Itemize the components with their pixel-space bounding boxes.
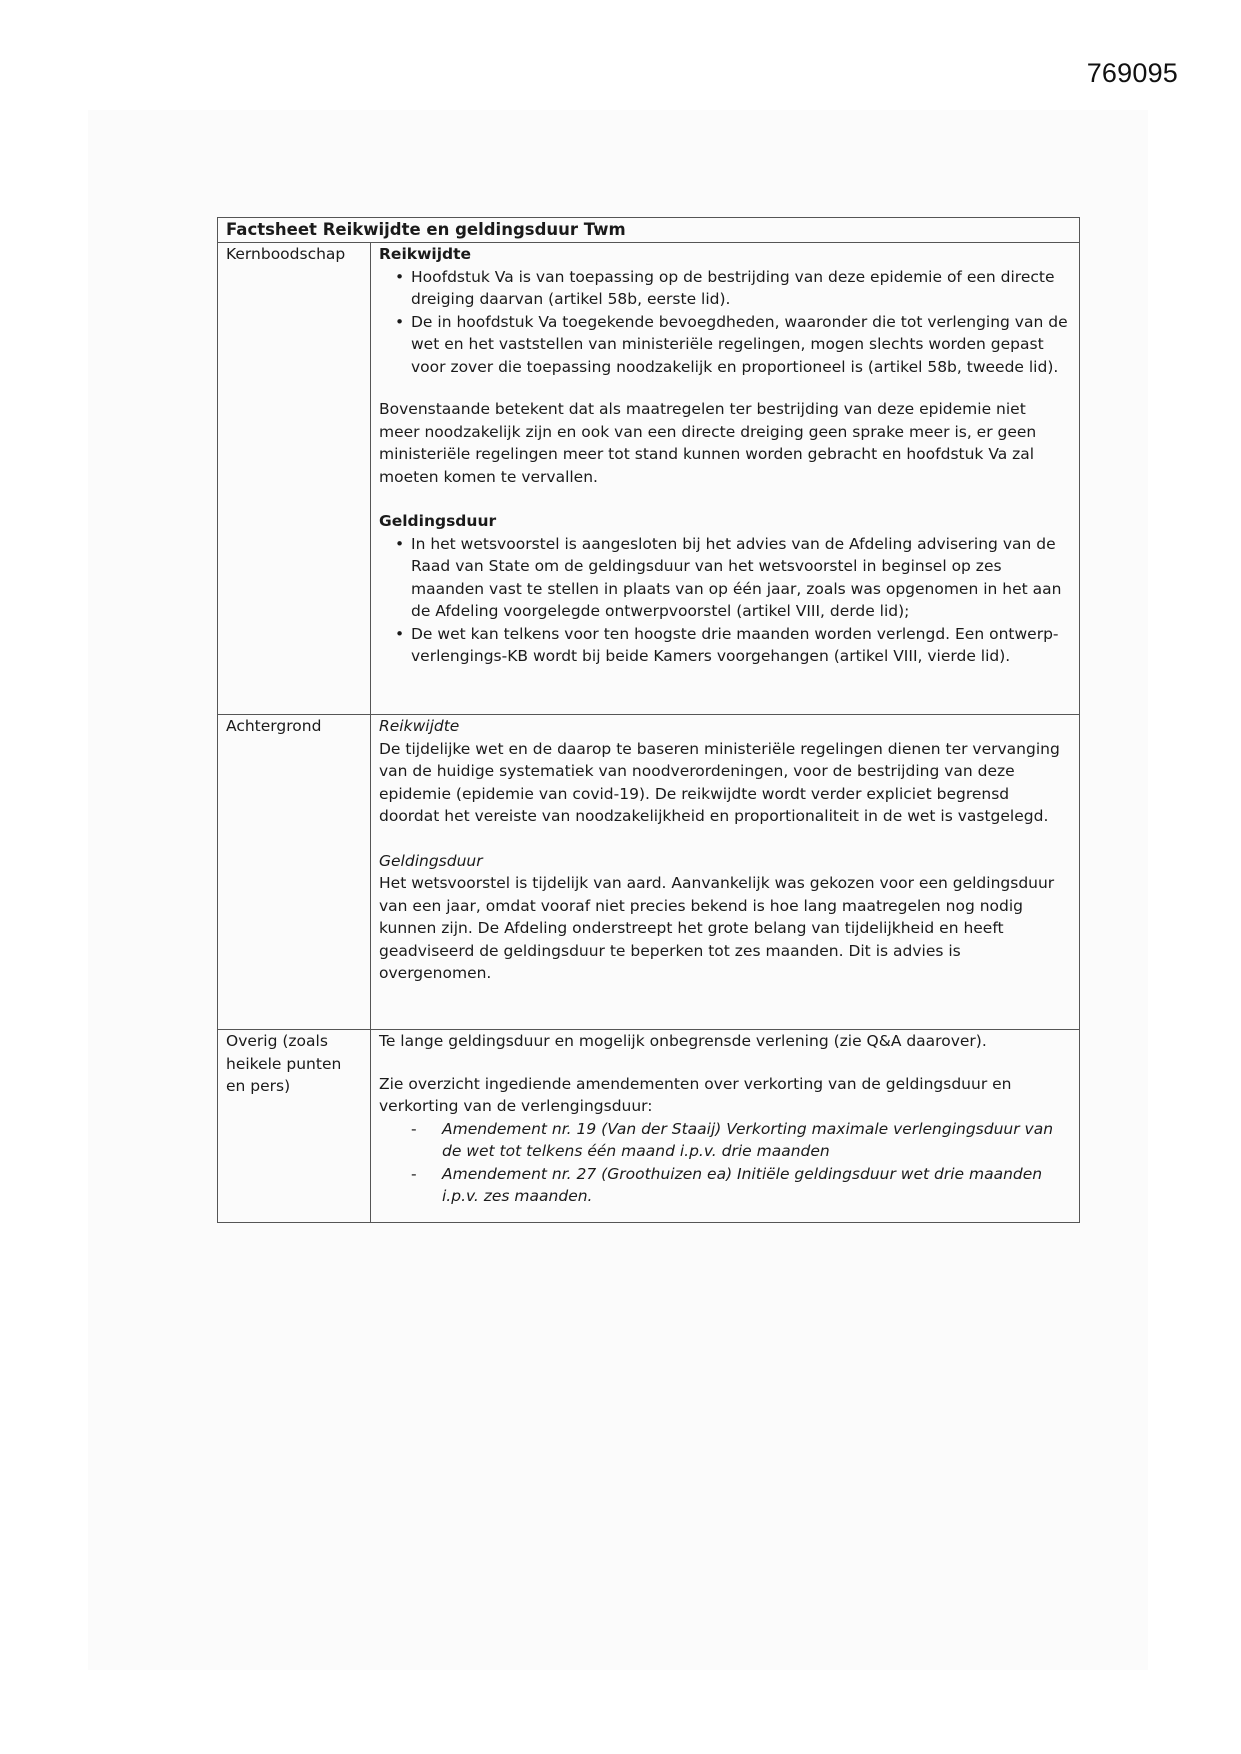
paragraph: De tijdelijke wet en de daarop te baseren ministeriële regelingen dienen ter vervanging van de huidige systematiek van noodverordeningen, voor de bestrijding van deze epidemie (epidemie van covid-19). De reikwijdte wordt verder expliciet begrensd doordat het vereiste van noodzakelijkheid en proportionaliteit in de wet is vastgelegd.: [379, 739, 1060, 825]
section-heading: Reikwijdte: [379, 245, 472, 263]
list-item: [379, 1163, 1071, 1208]
dash-icon: -: [411, 1119, 417, 1138]
list-item-text: Amendement nr. 19 (Van der Staaij) Verkorting maximale verlengingsduur van de wet tot telkens één maand i.p.v. drie maanden: [442, 1119, 1054, 1160]
amendment-list: [379, 1118, 1071, 1208]
row-content: [371, 715, 1080, 1030]
table-title-row: [218, 218, 1080, 243]
row-content: [371, 1030, 1080, 1223]
paragraph: Zie overzicht ingediende amendementen over verkorting van de geldingsduur en verkorting van de verlengingsduur:: [379, 1074, 1012, 1115]
row-label: Overig (zoals heikele punten en pers): [218, 1030, 371, 1223]
table-row-kernboodschap: [218, 243, 1080, 715]
section-heading: Reikwijdte: [379, 717, 460, 735]
bullet-icon: •: [395, 312, 405, 331]
list-item: [379, 623, 1071, 668]
row-label: Achtergrond: [218, 715, 371, 1030]
list-item-text: De in hoofdstuk Va toegekende bevoegdheden, waaronder die tot verlenging van de wet en het vaststellen van ministeriële regelingen, mogen slechts worden gepast voor zover die toepassing noodzakelijk en proportioneel is (artikel 58b, tweede lid).: [411, 312, 1068, 376]
bullet-icon: •: [395, 624, 405, 643]
row-content: [371, 243, 1080, 715]
paragraph: Bovenstaande betekent dat als maatregelen ter bestrijding van deze epidemie niet meer noodzakelijk zijn en ook van een directe dreiging geen sprake meer is, er geen ministeriële regelingen meer tot stand kunnen worden gebracht en hoofdstuk Va zal moeten komen te vervallen.: [379, 400, 1037, 486]
list-item: [379, 266, 1071, 311]
document-number: 769095: [1086, 58, 1178, 88]
table-row-achtergrond: [218, 715, 1080, 1030]
bullet-list: [379, 533, 1071, 668]
bullet-icon: •: [395, 267, 405, 286]
list-item-text: De wet kan telkens voor ten hoogste drie maanden worden verlengd. Een ontwerp-verlengings-KB wordt bij beide Kamers voorgehangen (artikel VIII, vierde lid).: [411, 624, 1059, 665]
list-item: [379, 1118, 1071, 1163]
section-heading: Geldingsduur: [379, 851, 483, 870]
list-item-text: Amendement nr. 27 (Groothuizen ea) Initiële geldingsduur wet drie maanden i.p.v. zes maanden.: [442, 1164, 1043, 1205]
list-item: [379, 533, 1071, 623]
section-heading: Geldingsduur: [379, 512, 497, 530]
table-row-overig: [218, 1030, 1080, 1223]
row-label: Kernboodschap: [218, 243, 371, 715]
list-item-text: In het wetsvoorstel is aangesloten bij het advies van de Afdeling advisering van de Raad van State om de geldingsduur van het wetsvoorstel in beginsel op zes maanden vast te stellen in plaats van op één jaar, zoals was opgenomen in het aan de Afdeling voorgelegde ontwerpvoorstel (artikel VIII, derde lid);: [411, 534, 1062, 620]
bullet-icon: •: [395, 534, 405, 553]
bullet-list: [379, 266, 1071, 379]
list-item-text: Hoofdstuk Va is van toepassing op de bestrijding van deze epidemie of een directe dreiging daarvan (artikel 58b, eerste lid).: [411, 267, 1055, 308]
paragraph: Het wetsvoorstel is tijdelijk van aard. Aanvankelijk was gekozen voor een geldingsduur van een jaar, omdat vooraf niet precies bekend is hoe lang maatregelen nog nodig kunnen zijn. De Afdeling onderstreept het grote belang van tijdelijkheid en heeft geadviseerd de geldingsduur te beperken tot zes maanden. Dit is advies is overgenomen.: [379, 874, 1055, 982]
paragraph: Te lange geldingsduur en mogelijk onbegrensde verlening (zie Q&A daarover).: [379, 1032, 987, 1050]
factsheet-table: [217, 217, 1080, 1223]
list-item: [379, 311, 1071, 379]
table-title: Factsheet Reikwijdte en geldingsduur Twm: [218, 218, 1080, 243]
dash-icon: -: [411, 1164, 417, 1183]
